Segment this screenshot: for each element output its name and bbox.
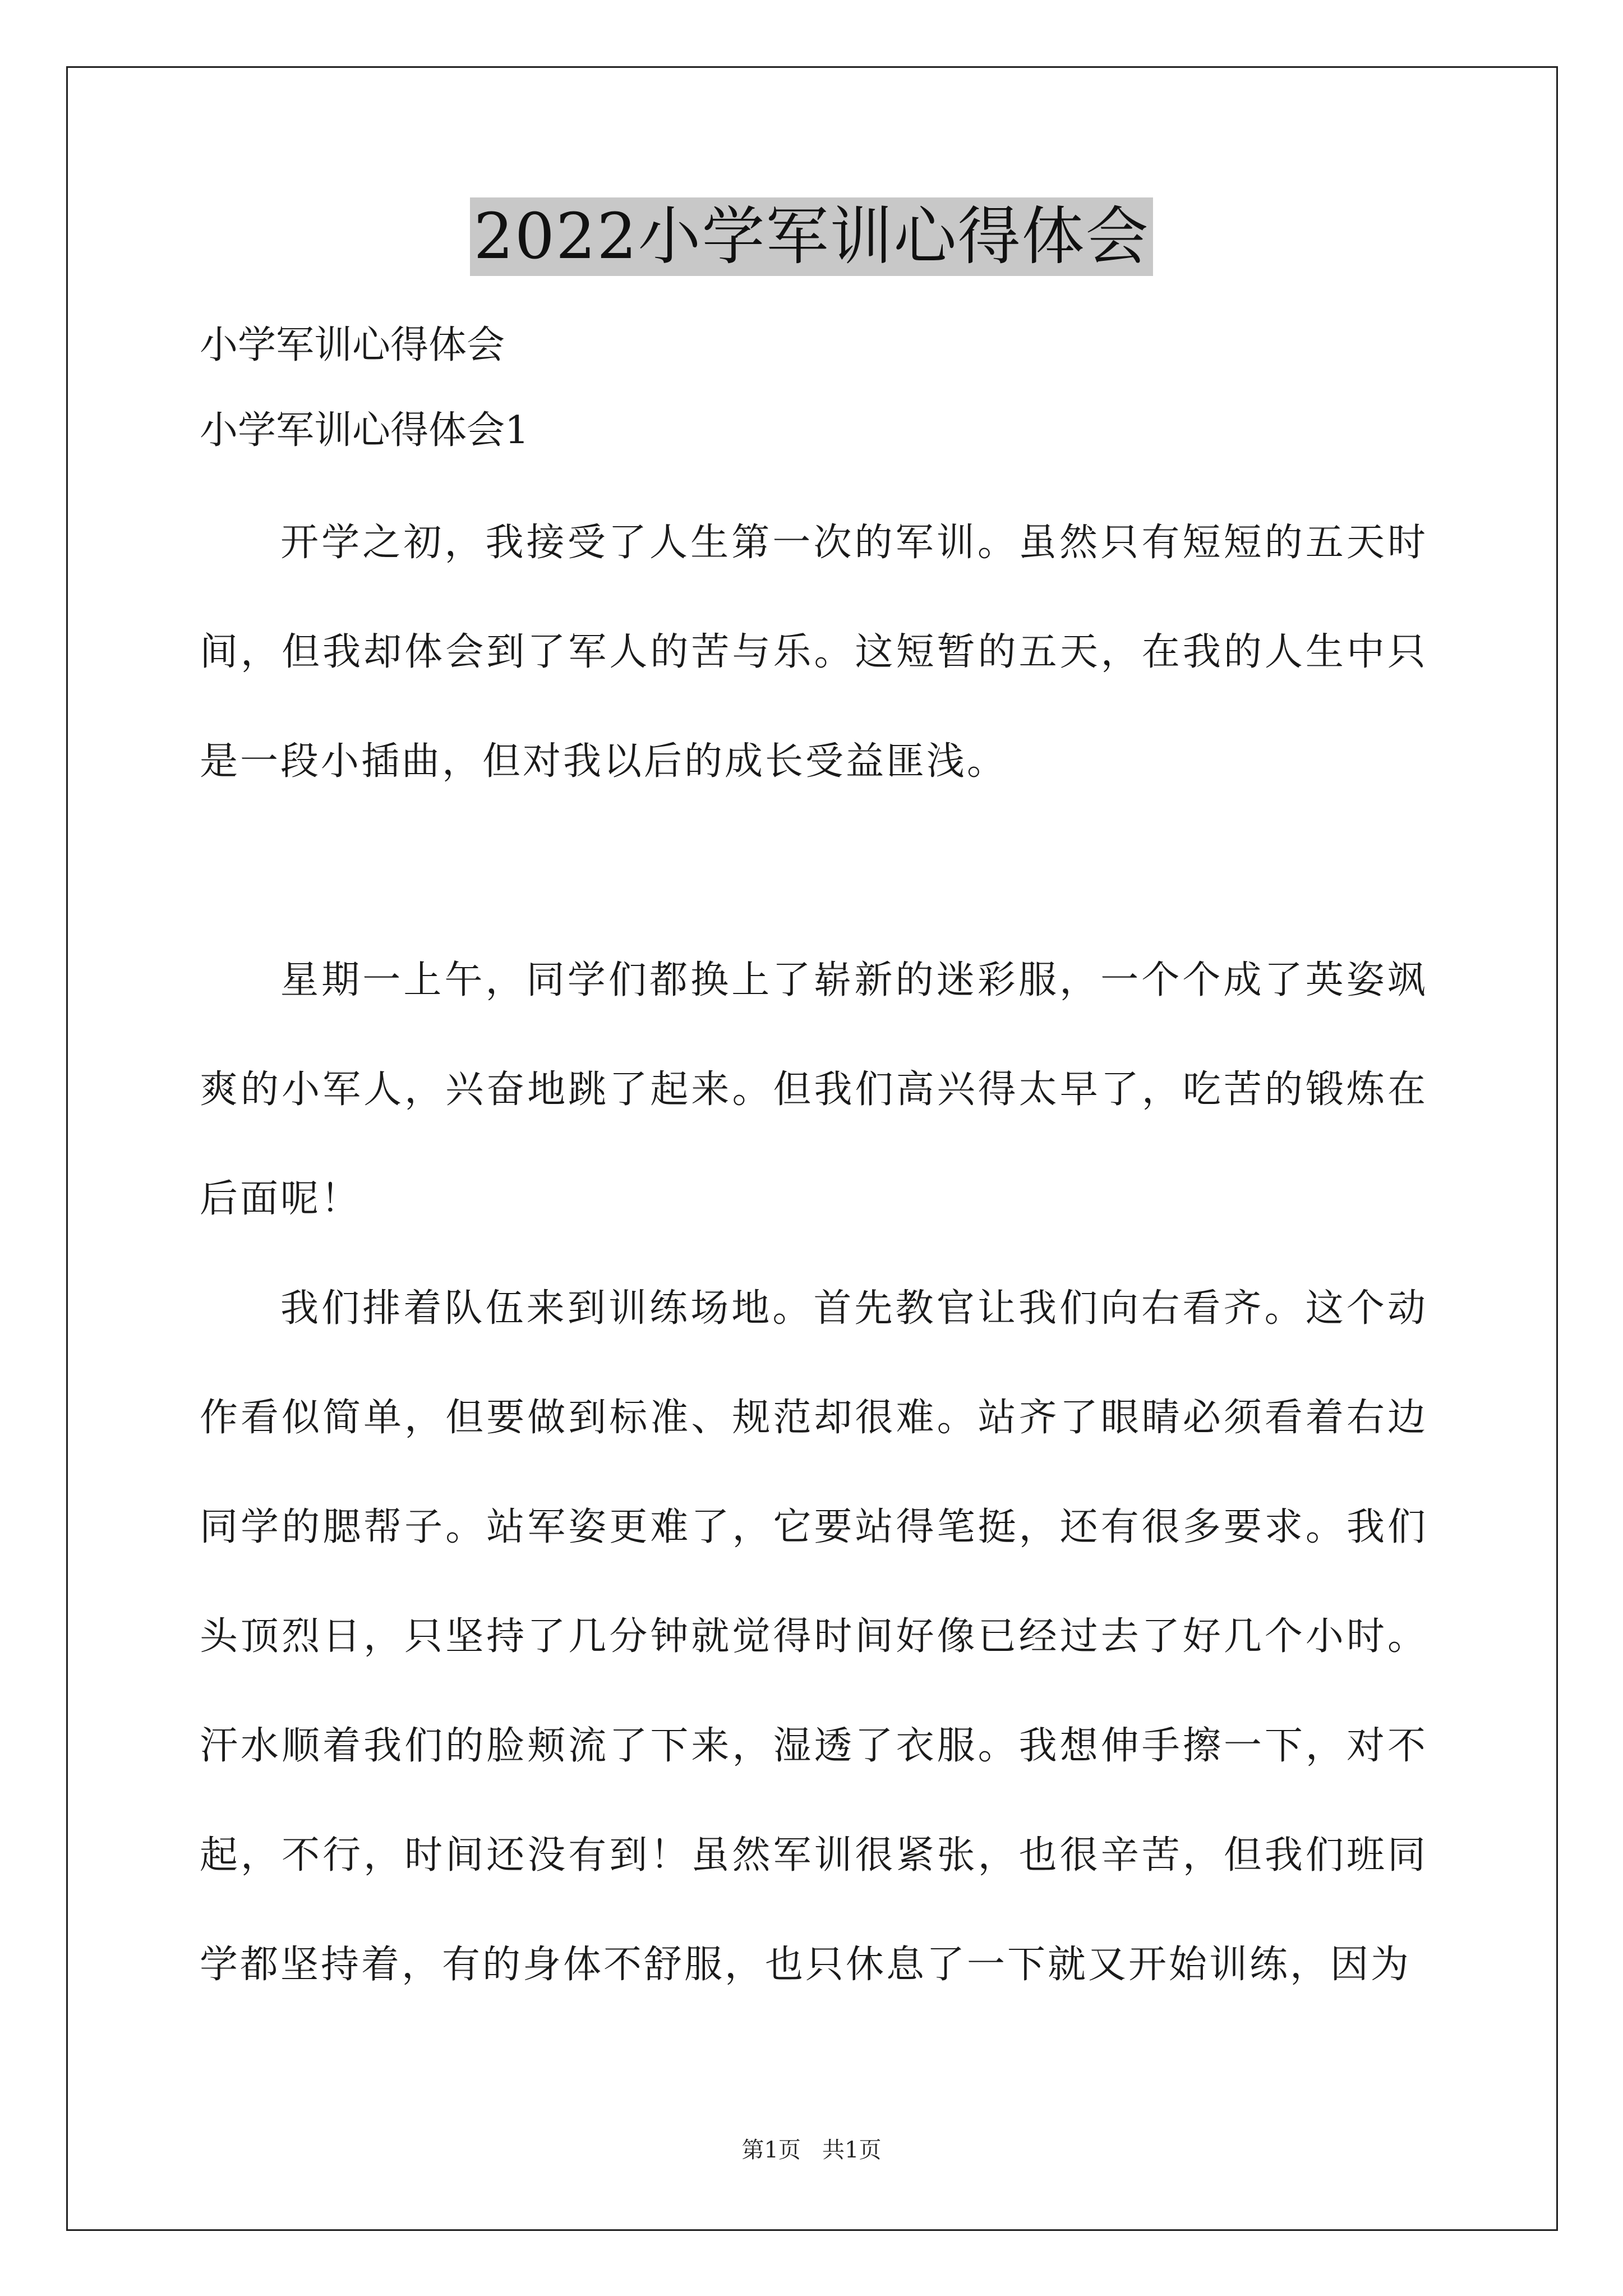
document-title: 2022小学军训心得体会 xyxy=(470,197,1152,276)
section-heading: 小学军训心得体会1 xyxy=(200,408,529,453)
title-container xyxy=(0,197,1623,276)
document-body xyxy=(200,297,1428,2019)
document-subtitle: 小学军训心得体会 xyxy=(200,323,505,367)
paragraph: 开学之初，我接受了人生第一次的军训。虽然只有短短的五天时间，但我却体会到了军人的苦与乐。这短暂的五天，在我的人生中只是一段小插曲，但对我以后的成长受益匪浅。 xyxy=(200,521,1428,784)
paragraph: 我们排着队伍来到训练场地。首先教官让我们向右看齐。这个动作看似简单，但要做到标准、规范却很难。站齐了眼睛必须看着右边同学的腮帮子。站军姿更难了，它要站得笔挺，还有很多要求。我们头顶烈日，只坚持了几分钟就觉得时间好像已经过去了好几个小时。汗水顺着我们的脸颊流了下来，湿透了衣服。我想伸手擦一下，对不起，不行，时间还没有到！虽然军训很紧张，也很辛苦，但我们班同学都坚持着，有的身体不舒服，也只休息了一下就又开始训练，因为 xyxy=(200,1286,1428,1987)
paragraph: 星期一上午，同学们都换上了崭新的迷彩服，一个个成了英姿飒爽的小军人，兴奋地跳了起来。但我们高兴得太早了，吃苦的锻炼在后面呢！ xyxy=(200,958,1428,1221)
page-footer: 第1页 共1页 xyxy=(741,2137,882,2163)
